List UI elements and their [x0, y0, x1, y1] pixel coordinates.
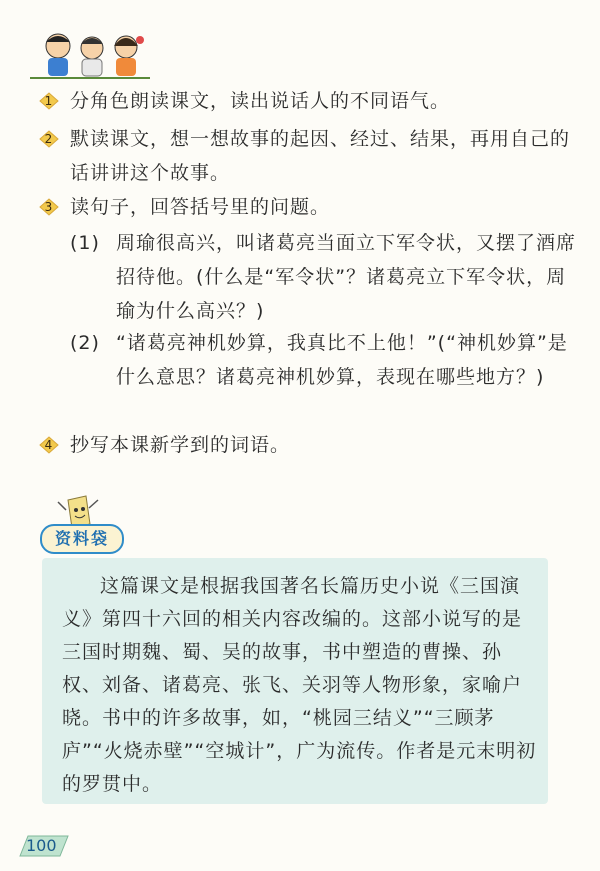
subquestion-text: 周瑜很高兴，叫诸葛亮当面立下军令状，又摆了酒席招待他。(什么是“军令状”？诸葛亮立下军令状，周瑜为什么高兴？) — [116, 232, 577, 322]
resource-bag-label: 资料袋 — [40, 524, 124, 554]
subquestion-2 — [70, 326, 580, 394]
question-number-badge: 1 — [38, 91, 60, 111]
question-2 — [38, 122, 578, 190]
subquestion-index: (1) — [70, 232, 100, 254]
question-4 — [38, 428, 578, 462]
question-3 — [38, 190, 578, 224]
subquestion-text: “诸葛亮神机妙算，我真比不上他！”(“神机妙算”是什么意思？诸葛亮神机妙算，表现在哪些地方？) — [116, 332, 568, 388]
question-1 — [38, 84, 578, 118]
subquestion-index: (2) — [70, 332, 100, 354]
page-number: 100 — [26, 836, 57, 855]
question-number-badge: 3 — [38, 197, 60, 217]
question-text: 默读课文，想一想故事的起因、经过、结果，再用自己的话讲讲这个故事。 — [70, 128, 571, 184]
question-text: 读句子，回答括号里的问题。 — [70, 196, 331, 218]
question-number-badge: 2 — [38, 129, 60, 149]
info-text: 这篇课文是根据我国著名长篇历史小说《三国演义》第四十六回的相关内容改编的。这部小说写的是三国时期魏、蜀、吴的故事，书中塑造的曹操、孙权、刘备、诸葛亮、张飞、关羽等人物形象，家喻户晓。书中的许多故事，如，“桃园三结义”“三顾茅庐”“火烧赤壁”“空城计”，广为流传。作者是元末明初的罗贯中。 — [62, 575, 537, 795]
question-number-badge: 4 — [38, 435, 60, 455]
question-text: 分角色朗读课文，读出说话人的不同语气。 — [70, 90, 451, 112]
subquestion-1 — [70, 226, 580, 328]
children-illustration — [30, 30, 150, 80]
question-text: 抄写本课新学到的词语。 — [70, 434, 291, 456]
